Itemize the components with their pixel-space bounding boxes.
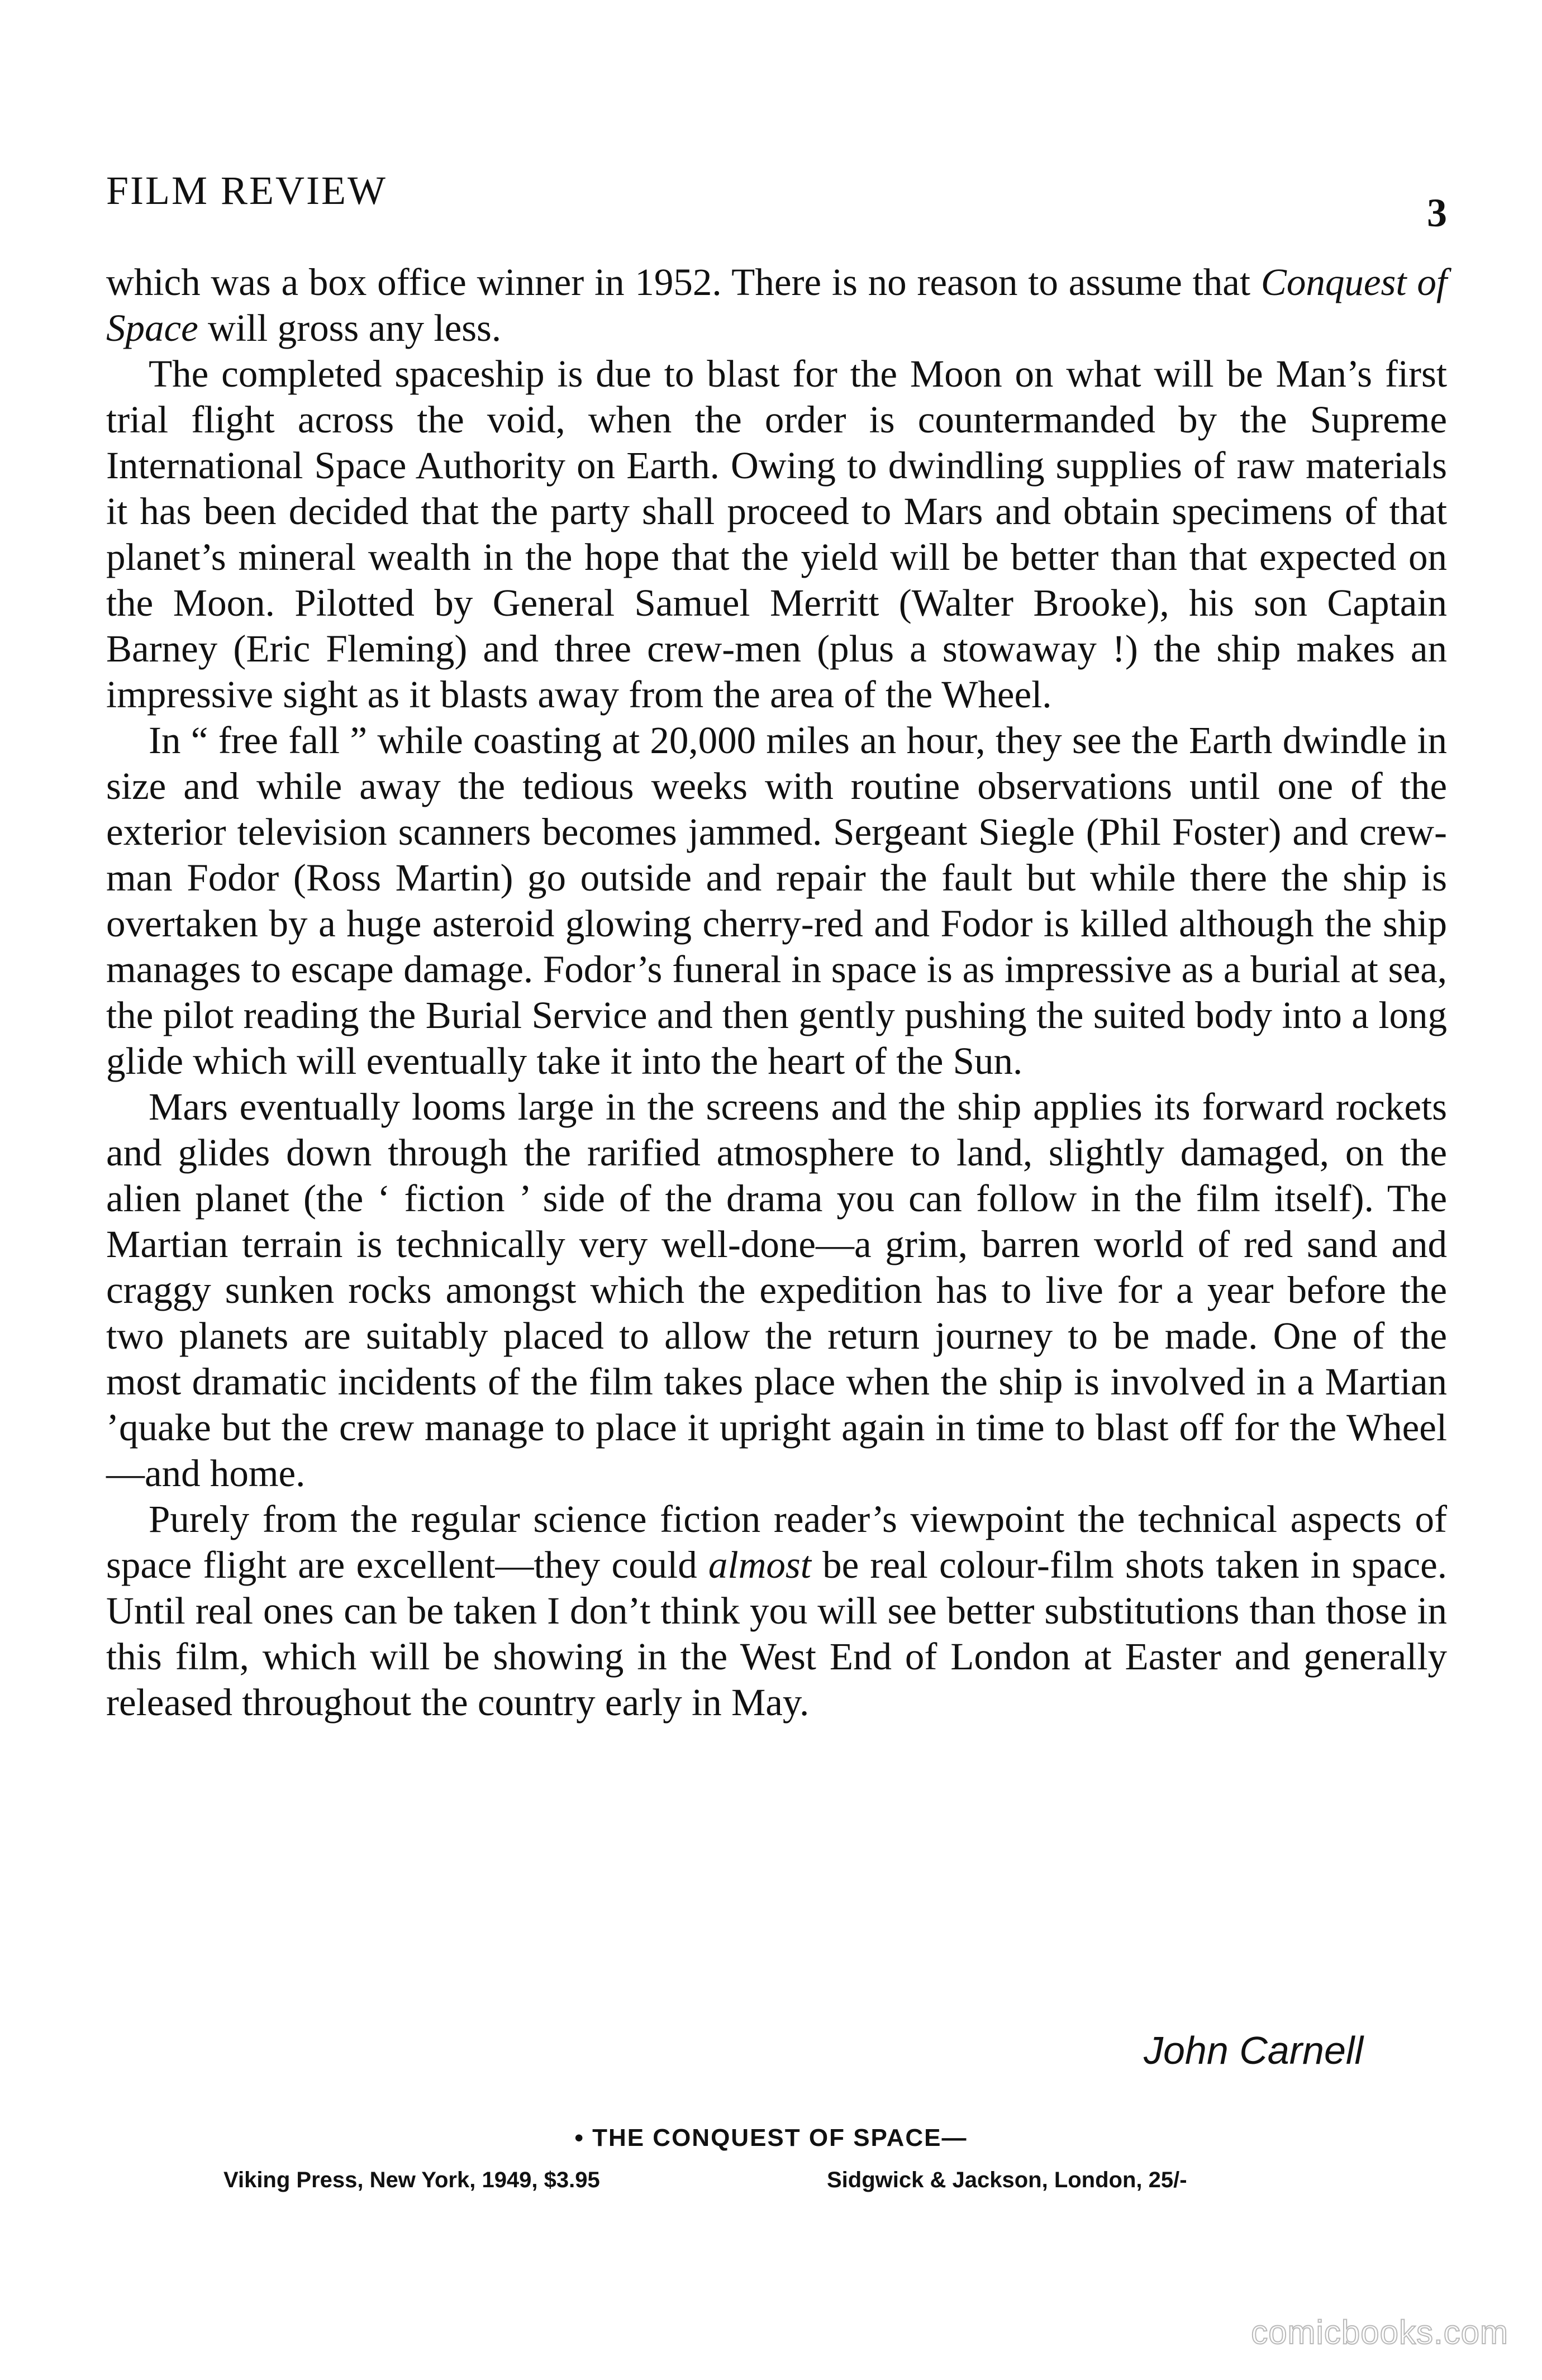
text-run: The completed spaceship is due to blast for the Moon on what will be Man’s first trial flight across the void, when the order is countermanded by the Supreme International Space Authority on Earth. Owing to dwindling supplies of raw materials it has been decided that the party shall proceed to Mars and obtain specimens of that planet’s mineral wealth in the hope that the yield will be better than that expected on the Moon. Pilotted by General Samuel Merritt (Walter Brooke), his son Captain Barney (Eric Fleming) and three crew-men (plus a stowaway !) the ship makes an impressive sight as it blasts away from the area of the Wheel. xyxy=(106,353,1447,716)
paragraph xyxy=(106,717,1447,1084)
text-run: be real colour-film shots taken in space. Until real ones can be taken I don’t think you will see better substitutions than those in this film, which will be showing in the West End of London at Easter and generally released throughout the country early in May. xyxy=(106,1544,1447,1724)
italic-text: almost xyxy=(708,1544,811,1586)
footnote-uk-publisher: Sidgwick & Jackson, London, 25/- xyxy=(827,2168,1187,2192)
running-head: FILM REVIEW xyxy=(106,168,387,213)
italic-text: Conquest of Space xyxy=(106,261,1447,349)
footnote-us-publisher: Viking Press, New York, 1949, $3.95 xyxy=(223,2168,600,2192)
page-header xyxy=(106,168,1447,235)
paragraph xyxy=(106,351,1447,717)
paragraph xyxy=(106,259,1447,351)
page-number: 3 xyxy=(1427,191,1447,235)
text-run: In “ free fall ” while coasting at 20,000 miles an hour, they see the Earth dwindle in size and while away the tedious weeks with routine observations until one of the exterior television scanners becomes jammed. Sergeant Siegle (Phil Foster) and crew-man Fodor (Ross Martin) go outside and repair the fault but while there the ship is overtaken by a huge asteroid glowing cherry-red and Fodor is killed although the ship manages to escape damage. Fodor’s funeral in space is as impressive as a burial at sea, the pilot reading the Burial Service and then gently pushing the suited body into a long glide which will eventually take it into the heart of the Sun. xyxy=(106,719,1447,1082)
author-signature: John Carnell xyxy=(1144,2029,1363,2072)
text-run: Purely from the regular science fiction reader’s viewpoint the technical aspects of space flight are excellent—they could xyxy=(106,1498,1447,1586)
text-run: will gross any less. xyxy=(198,307,502,349)
text-run: Mars eventually looms large in the screens and the ship applies its forward rockets and glides down through the rarified atmosphere to land, slightly damaged, on the alien planet (the ‘ fiction ’ side of the drama you can follow in the film itself). The Martian terrain is technically very well-done—a grim, barren world of red sand and craggy sunken rocks amongst which the expedition has to live for a year before the two planets are suitably placed to allow the return journey to be made. One of the most dramatic incidents of the film takes place when the ship is involved in a Martian ’quake but the crew manage to place it upright again in time to blast off for the Wheel—and home. xyxy=(106,1086,1447,1494)
site-watermark: comicbooks.com xyxy=(1251,2314,1508,2351)
paragraph xyxy=(106,1084,1447,1496)
text-run: which was a box office winner in 1952. There is no reason to assume that xyxy=(106,261,1261,303)
paragraph xyxy=(106,1496,1447,1725)
footnote-book-title: • THE CONQUEST OF SPACE— xyxy=(574,2124,968,2151)
article-body xyxy=(106,259,1447,1725)
